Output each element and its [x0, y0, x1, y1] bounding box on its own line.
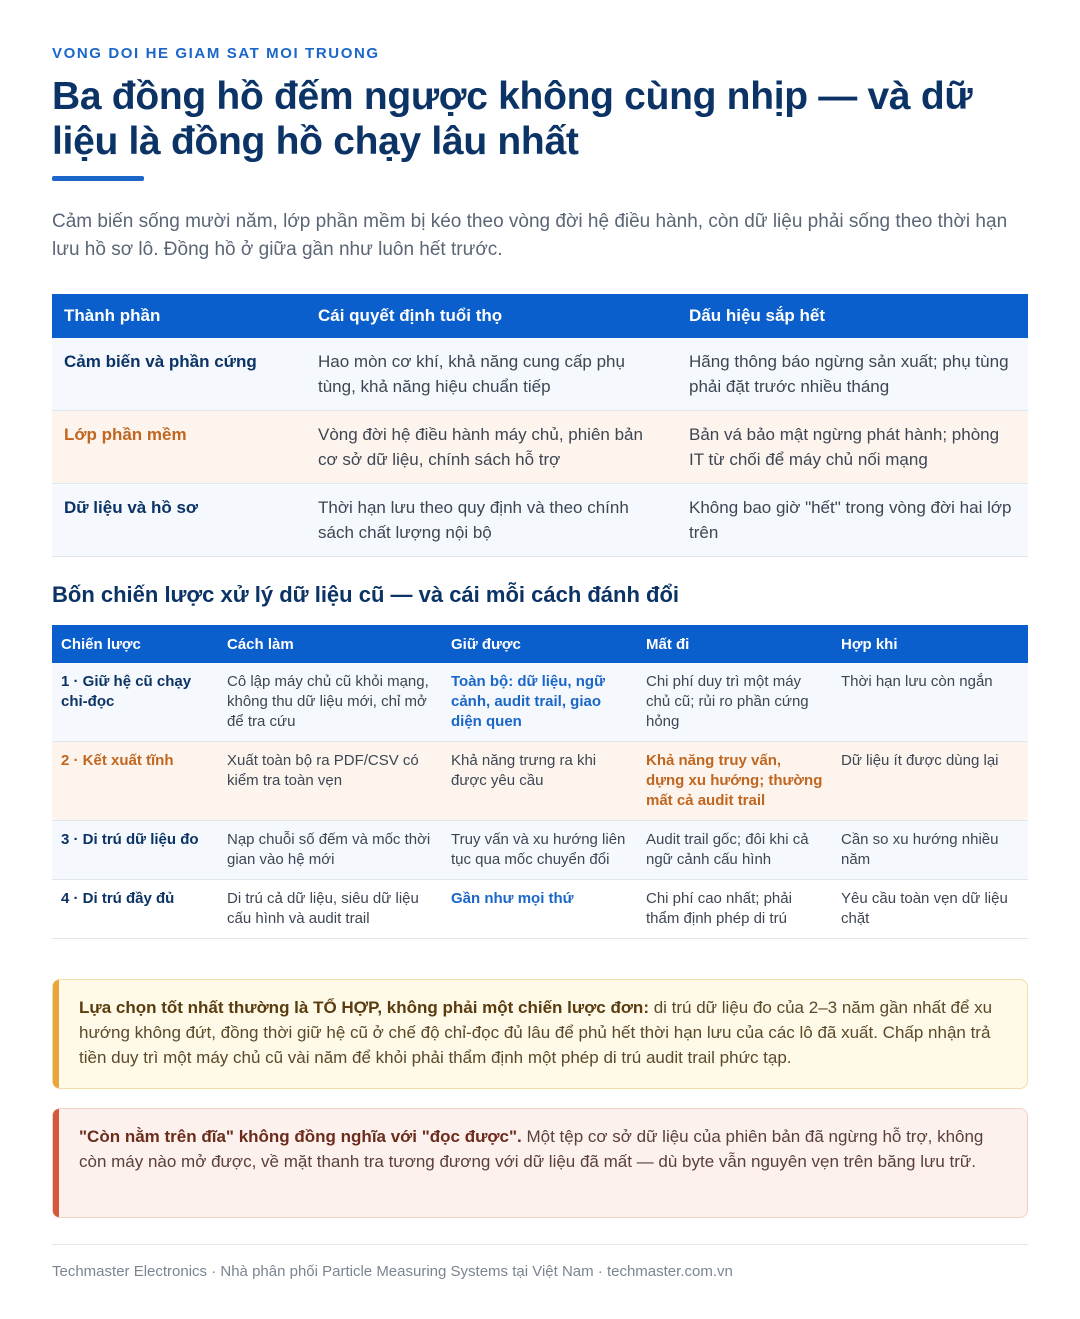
- strategy-name: 4 · Di trú đầy đủ: [52, 880, 218, 939]
- table-row: [52, 880, 1028, 939]
- callout-body: di trú dữ liệu đo của 2–3 năm gần nhất để xu hướng không đứt, đồng thời giữ hệ cũ ở chế độ chỉ-đọc đủ lâu để phủ hết thời hạn lưu của các lô đã xuất. Chấp nhận trả tiền duy trì một máy chủ cũ vài năm để khỏi phải thẩm định một phép di trú audit trail phức tạp.: [79, 998, 993, 1067]
- table-row: [52, 338, 1028, 411]
- callout-lead-in: Lựa chọn tốt nhất thường là TỔ HỢP, không phải một chiến lược đơn:: [79, 998, 649, 1017]
- callout-accent-bar: [53, 980, 59, 1088]
- table-row: [52, 411, 1028, 484]
- eyebrow: VONG DOI HE GIAM SAT MOI TRUONG: [52, 45, 380, 62]
- table-cell: Vòng đời hệ điều hành máy chủ, phiên bản cơ sở dữ liệu, chính sách hỗ trợ: [306, 411, 677, 484]
- table-cell: Cô lập máy chủ cũ khỏi mạng, không thu dữ liệu mới, chỉ mở để tra cứu: [218, 663, 442, 742]
- strategy-name: 3 · Di trú dữ liệu đo: [52, 821, 218, 880]
- table-cell: Hãng thông báo ngừng sản xuất; phụ tùng phải đặt trước nhiều tháng: [677, 338, 1028, 411]
- table-cell: Chi phí duy trì một máy chủ cũ; rủi ro phần cứng hỏng: [637, 663, 832, 742]
- callout-text: [79, 1124, 1007, 1174]
- table-cell: Audit trail gốc; đôi khi cả ngữ cảnh cấu hình: [637, 821, 832, 880]
- section-heading: Bốn chiến lược xử lý dữ liệu cũ — và cái mỗi cách đánh đổi: [52, 582, 680, 607]
- title-underline: [52, 176, 144, 181]
- table-cell: Truy vấn và xu hướng liên tục qua mốc chuyển đổi: [442, 821, 637, 880]
- table-cell: Chi phí cao nhất; phải thẩm định phép di trú: [637, 880, 832, 939]
- table-cell: Bản vá bảo mật ngừng phát hành; phòng IT từ chối để máy chủ nối mạng: [677, 411, 1028, 484]
- table-header-row: [52, 625, 1028, 663]
- table-cell: Toàn bộ: dữ liệu, ngữ cảnh, audit trail, giao diện quen: [442, 663, 637, 742]
- table-cell: Dữ liệu ít được dùng lại: [832, 742, 1028, 821]
- strategy-name: 2 · Kết xuất tĩnh: [52, 742, 218, 821]
- column-header: Mất đi: [637, 625, 832, 663]
- callout-lead-in: "Còn nằm trên đĩa" không đồng nghĩa với "đọc được".: [79, 1127, 522, 1146]
- recommendation-callout: [52, 979, 1028, 1089]
- table-row: [52, 821, 1028, 880]
- callout-text: [79, 995, 1007, 1070]
- table-cell: Hao mòn cơ khí, khả năng cung cấp phụ tùng, khả năng hiệu chuẩn tiếp: [306, 338, 677, 411]
- component-name: Dữ liệu và hồ sơ: [52, 484, 306, 557]
- table-cell: Nạp chuỗi số đếm và mốc thời gian vào hệ mới: [218, 821, 442, 880]
- footer-divider: [52, 1244, 1028, 1245]
- column-header: Thành phần: [52, 294, 306, 338]
- table-header-row: [52, 294, 1028, 338]
- column-header: Giữ được: [442, 625, 637, 663]
- table-cell: Xuất toàn bộ ra PDF/CSV có kiểm tra toàn vẹn: [218, 742, 442, 821]
- page-title: Ba đồng hồ đếm ngược không cùng nhịp — và dữ liệu là đồng hồ chạy lâu nhất: [52, 75, 973, 163]
- component-name: Lớp phần mềm: [52, 411, 306, 484]
- strategy-name: 1 · Giữ hệ cũ chạy chỉ-đọc: [52, 663, 218, 742]
- component-name: Cảm biến và phần cứng: [52, 338, 306, 411]
- table-cell: Thời hạn lưu còn ngắn: [832, 663, 1028, 742]
- table-row: [52, 663, 1028, 742]
- table-row: [52, 742, 1028, 821]
- table-cell: Không bao giờ "hết" trong vòng đời hai lớp trên: [677, 484, 1028, 557]
- column-header: Chiến lược: [52, 625, 218, 663]
- strategy-table: [52, 625, 1028, 939]
- table-cell: Khả năng truy vấn, dựng xu hướng; thường mất cả audit trail: [637, 742, 832, 821]
- table-row: [52, 484, 1028, 557]
- table-cell: Khả năng trưng ra khi được yêu cầu: [442, 742, 637, 821]
- callout-accent-bar: [53, 1109, 59, 1217]
- footer: Techmaster Electronics · Nhà phân phối Particle Measuring Systems tại Việt Nam · techmaster.com.vn: [52, 1263, 733, 1280]
- lead-paragraph: Cảm biến sống mười năm, lớp phần mềm bị kéo theo vòng đời hệ điều hành, còn dữ liệu phải sống theo thời hạn lưu hồ sơ lô. Đồng hồ ở giữa gần như luôn hết trước.: [52, 211, 1008, 260]
- column-header: Cách làm: [218, 625, 442, 663]
- column-header: Cái quyết định tuổi thọ: [306, 294, 677, 338]
- callout-body: Một tệp cơ sở dữ liệu của phiên bản đã ngừng hỗ trợ, không còn máy nào mở được, về mặt thanh tra tương đương với dữ liệu đã mất — dù byte vẫn nguyên vẹn trên băng lưu trữ.: [79, 1127, 984, 1171]
- lifespan-table: [52, 294, 1028, 557]
- column-header: Hợp khi: [832, 625, 1028, 663]
- table-cell: Cần so xu hướng nhiều năm: [832, 821, 1028, 880]
- table-cell: Thời hạn lưu theo quy định và theo chính sách chất lượng nội bộ: [306, 484, 677, 557]
- warning-callout: [52, 1108, 1028, 1218]
- column-header: Dấu hiệu sắp hết: [677, 294, 1028, 338]
- table-cell: Yêu cầu toàn vẹn dữ liệu chặt: [832, 880, 1028, 939]
- table-cell: Di trú cả dữ liệu, siêu dữ liệu cấu hình và audit trail: [218, 880, 442, 939]
- table-cell: Gần như mọi thứ: [442, 880, 637, 939]
